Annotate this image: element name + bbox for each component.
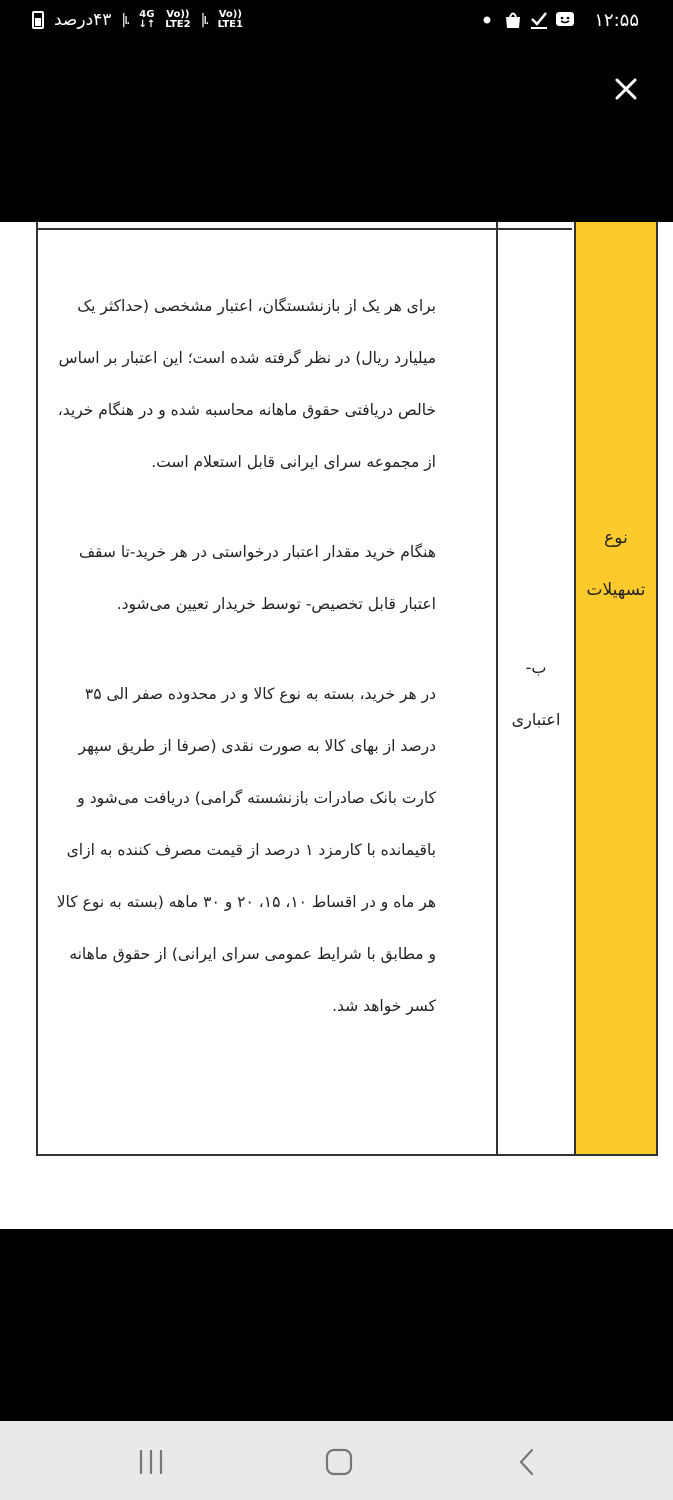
battery-percentage: ۴۳درصد <box>54 10 112 30</box>
back-icon <box>510 1447 544 1477</box>
description-paragraph: هنگام خرید مقدار اعتبار درخواستی در هر خرید-تا سقف اعتبار قابل تخصیص- توسط خریدار تعیین می‌شود. <box>79 543 436 613</box>
clock: ۱۲:۵۵ <box>594 10 639 31</box>
network-4g-label: 4G <box>139 9 155 20</box>
facility-description <box>52 280 436 1032</box>
facility-type-header-cell <box>574 222 658 1156</box>
network-lte2-top: Vo)) <box>166 9 190 20</box>
facility-table <box>36 222 658 1156</box>
network-lte2 <box>165 10 190 30</box>
description-paragraph: در هر خرید، بسته به نوع کالا و در محدوده صفر الی ۳۵ درصد از بهای کالا به صورت نقدی (صرفا از طریق سپهر کارت بانک صادرات بازنشسته گرامی) دریافت می‌شود و باقیمانده با کارمزد ۱ درصد از قیمت مصرف کننده به ازای هر ماه و در اقساط ۱۰، ۱۵، ۲۰ و ۳۰ ماهه (بسته به نوع کالا و مطابق با شرایط عمومی سرای ایرانی) از حقوق ماهانه کسر خواهد شد. <box>56 685 436 1015</box>
signal-bars-icon: |ı. <box>200 12 208 28</box>
status-bar <box>0 0 673 44</box>
notification-icons <box>477 10 575 30</box>
close-icon <box>609 72 643 106</box>
recent-apps-button[interactable] <box>134 1447 168 1477</box>
facility-description-cell <box>36 222 496 1156</box>
network-lte2-bottom: LTE2 <box>165 19 191 30</box>
battery-icon <box>32 11 44 29</box>
home-icon <box>322 1447 356 1477</box>
network-lte1 <box>218 10 243 30</box>
facility-type-header <box>576 512 656 616</box>
home-button[interactable] <box>322 1447 356 1477</box>
dot-icon <box>477 10 497 30</box>
check-download-icon <box>529 10 549 30</box>
document-image[interactable] <box>0 222 673 1229</box>
signal-bars-icon: |ı. <box>121 12 129 28</box>
system-nav-bar <box>0 1421 673 1500</box>
facility-type-header-line1: نوع <box>604 528 628 548</box>
description-paragraph: برای هر یک از بازنشستگان، اعتبار مشخصی (حداکثر یک میلیارد ریال) در نظر گرفته شده است؛ این اعتبار بر اساس خالص دریافتی حقوق ماهانه محاسبه شده و در هنگام خرید، از مجموعه سرای ایرانی قابل استعلام است. <box>57 297 436 471</box>
data-arrows-icon: ↓↑ <box>138 19 156 30</box>
back-button[interactable] <box>510 1447 544 1477</box>
network-lte1-bottom: LTE1 <box>217 19 243 30</box>
status-left-group <box>32 10 243 30</box>
facility-type-header-line2: تسهیلات <box>586 580 646 600</box>
facility-type-cell <box>496 222 574 1156</box>
network-lte1-top: Vo)) <box>218 9 242 20</box>
facility-type-line2: اعتباری <box>511 710 561 729</box>
facility-type-line1: ب- <box>525 658 547 677</box>
facility-type-value <box>498 642 574 746</box>
shopping-bag-icon <box>503 10 523 30</box>
recent-apps-icon <box>134 1447 168 1477</box>
message-icon <box>555 10 575 30</box>
network-4g <box>138 10 155 30</box>
close-button[interactable] <box>609 72 643 106</box>
